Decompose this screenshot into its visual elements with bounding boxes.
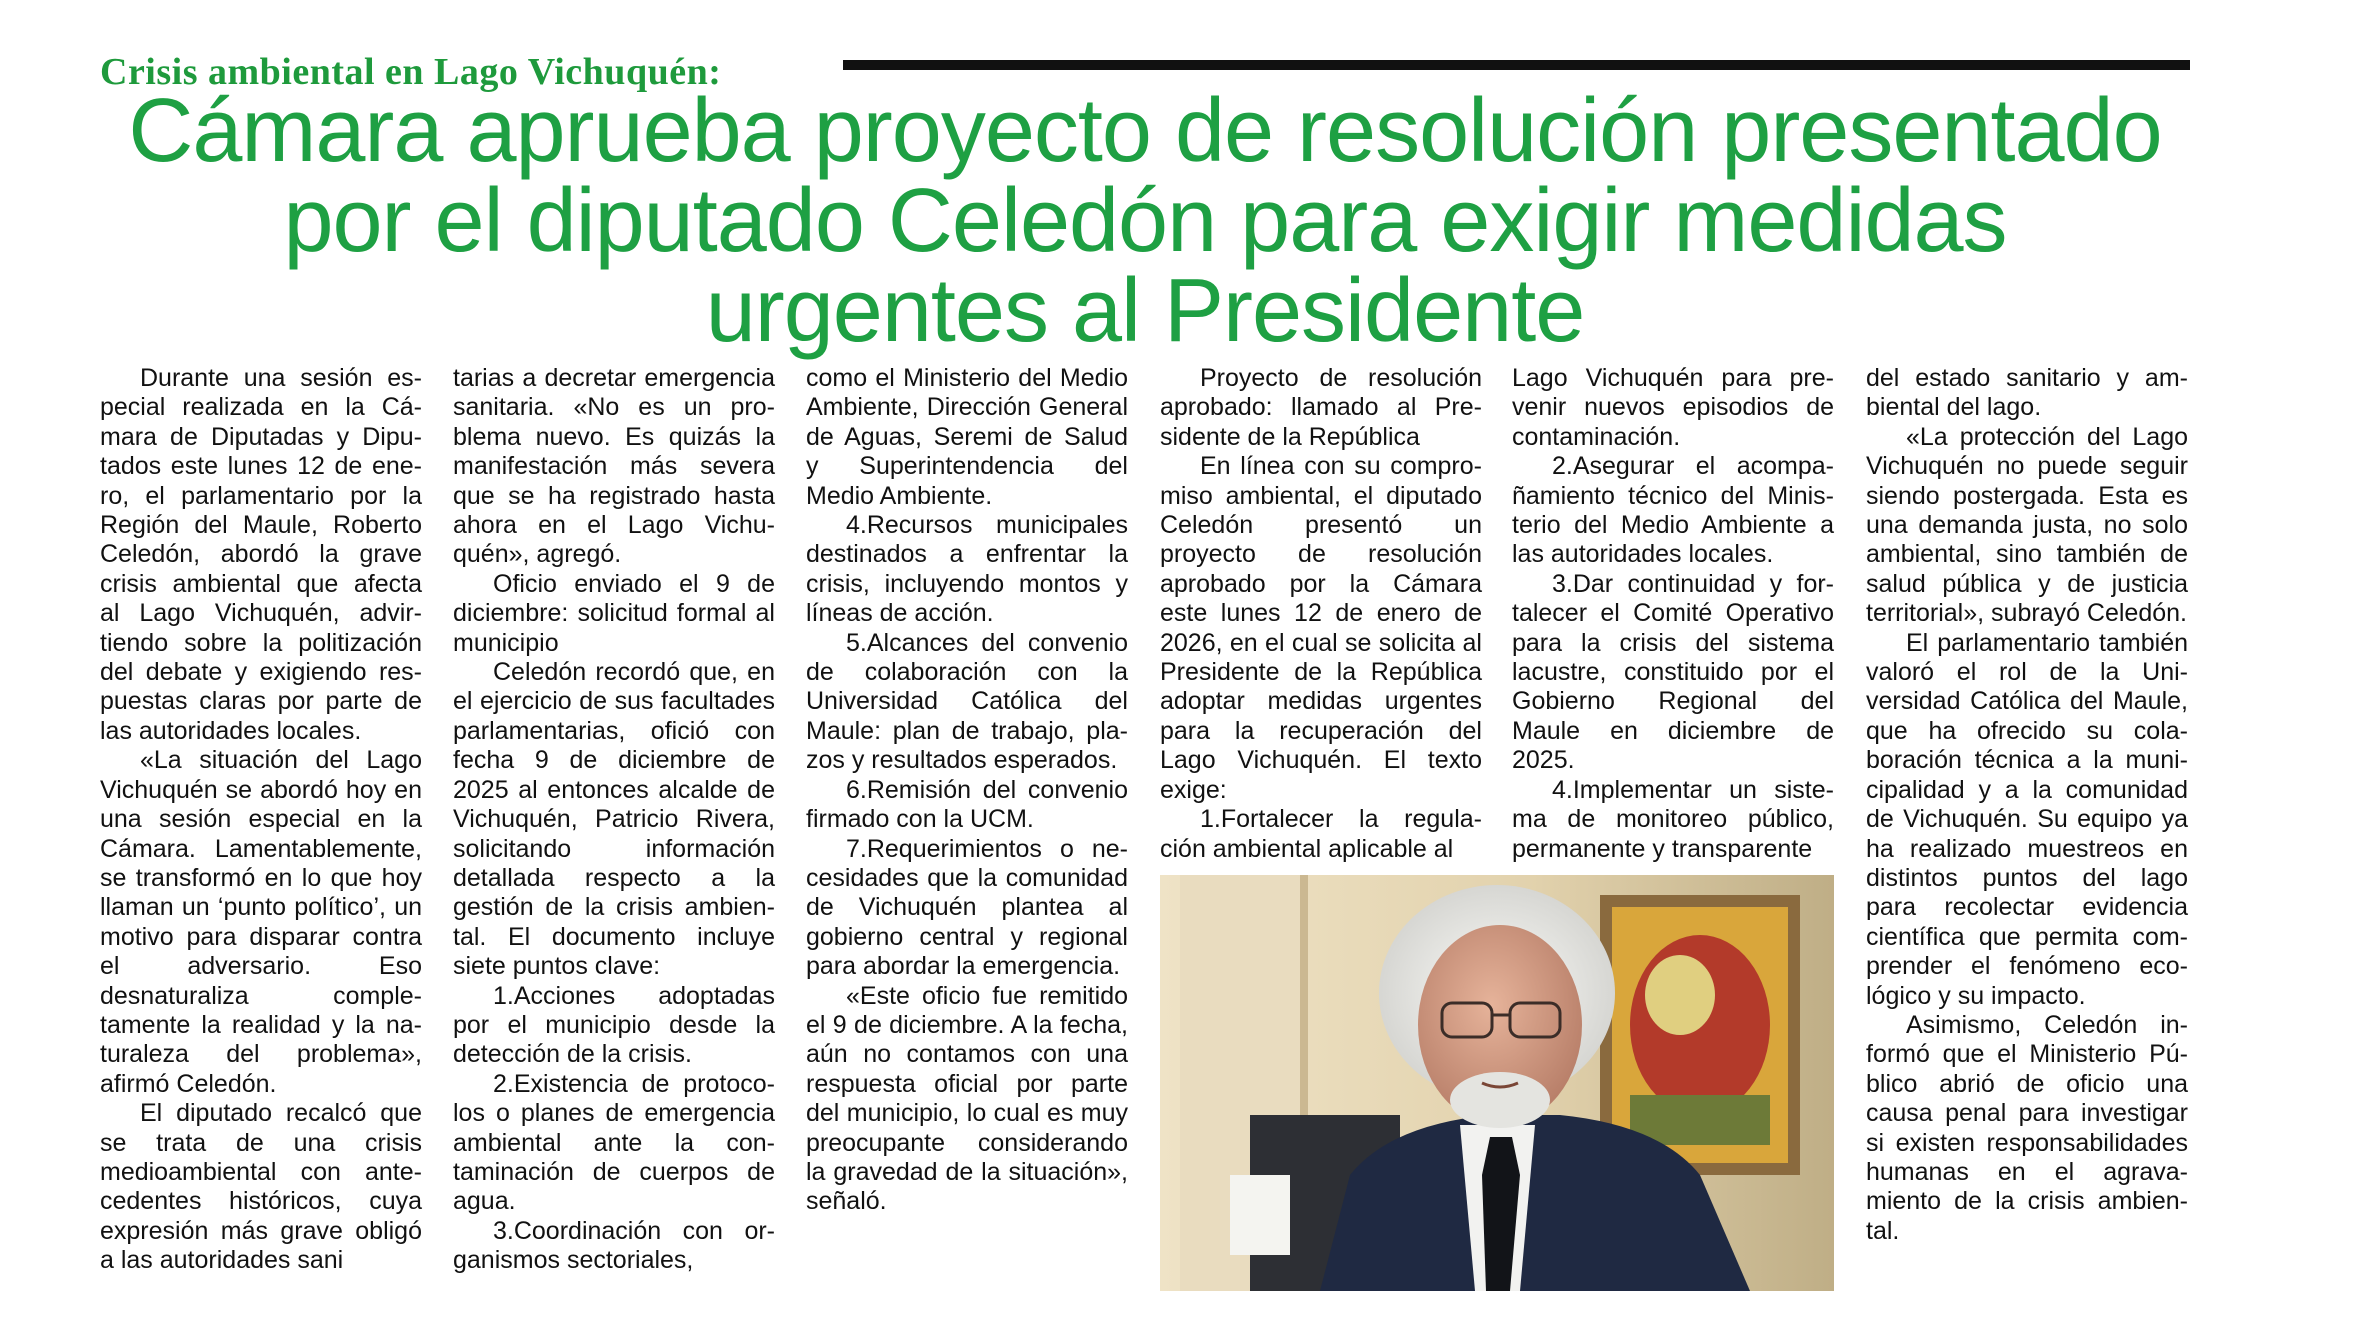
quote-paragraph: «La protección del Lago Vichuquén no puede seguir siendo postergada. Esta es una demanda justa, no solo ambiental, sino también de salud pública y de justicia territorial», subrayó Celedón. bbox=[1866, 422, 2188, 628]
card bbox=[1230, 1175, 1290, 1255]
paragraph: Celedón recordó que, en el ejercicio de sus facultades parlamentarias, ofició con fecha 9 de diciembre de 2025 al entonces alcalde de Vichuquén, Patricio Rivera, solicitando información detallada respecto a la gestión de la crisis ambiental. El documento incluye siete puntos clave: bbox=[453, 658, 775, 981]
paragraph: Asimismo, Celedón informó que el Ministerio Público abrió de oficio una causa penal para investigar si existen responsabilidades humanas en el agravamiento de la crisis ambiental. bbox=[1866, 1010, 2188, 1245]
article-column-4 bbox=[1160, 364, 1482, 864]
paragraph-continued: como el Ministerio del Medio Ambiente, Dirección General de Aguas, Seremi de Salud y Superintendencia del Medio Ambiente. bbox=[806, 364, 1128, 510]
article-column-6 bbox=[1866, 364, 2188, 1246]
list-item: 4.Recursos municipales destinados a enfrentar la crisis, incluyendo montos y líneas de acción. bbox=[806, 511, 1128, 628]
list-item: 7.Requerimientos o necesidades que la comunidad de Vichuquén plantea al gobierno central y regional para abordar la emergencia. bbox=[806, 834, 1128, 981]
portrait-photo bbox=[1160, 875, 1834, 1291]
list-item: 5.Alcances del convenio de colaboración con la Universidad Católica del Maule: plan de trabajo, plazos y resultados esperados. bbox=[806, 628, 1128, 775]
headline-line-3: urgentes al Presidente bbox=[705, 261, 1585, 361]
list-item: 3.Coordinación con organismos sectoriales, bbox=[453, 1216, 775, 1275]
subheading: Oficio enviado el 9 de diciembre: solicitud formal al municipio bbox=[453, 569, 775, 657]
list-item: 4.Implementar un sistema de monitoreo público, permanente y transparente bbox=[1512, 775, 1834, 863]
paragraph: El diputado recalcó que se trata de una crisis medioambiental con antecedentes históricos, cuya expresión más grave obligó a las autoridades sani bbox=[100, 1099, 422, 1275]
list-item: 1.Acciones adoptadas por el municipio desde la detección de la crisis. bbox=[453, 981, 775, 1069]
paragraph: Durante una sesión especial realizada en la Cámara de Diputadas y Diputados este lunes 12 de enero, el parlamentario por la Región del Maule, Roberto Celedón, abordó la grave crisis ambiental que afecta al Lago Vichuquén, advirtiendo sobre la politización del debate y exigiendo respuestas claras por parte de las autoridades locales. bbox=[100, 364, 422, 745]
paragraph: El parlamentario también valoró el rol de la Universidad Católica del Maule, que ha ofrecido su colaboración técnica a la municipalidad y a la comunidad de Vichuquén. Su equipo ya ha realizado muestreos en distintos puntos del lago para recolectar evidencia científica que permita comprender el fenómeno ecológico y su impacto. bbox=[1866, 628, 2188, 1010]
paragraph-continued: Lago Vichuquén para prevenir nuevos episodios de contaminación. bbox=[1512, 364, 1834, 451]
article-column-5 bbox=[1512, 364, 1834, 864]
list-item: 2.Existencia de protocolos o planes de emergencia ambiental ante la contaminación de cuerpos de agua. bbox=[453, 1069, 775, 1216]
headline-line-2: por el diputado Celedón para exigir medidas bbox=[283, 171, 2007, 271]
subheading: Proyecto de resolución aprobado: llamado al Presidente de la República bbox=[1160, 364, 1482, 451]
portrait-illustration bbox=[1160, 875, 1834, 1291]
list-item: 2.Asegurar el acompañamiento técnico del Ministerio del Medio Ambiente a las autoridades locales. bbox=[1512, 452, 1834, 569]
headline bbox=[100, 81, 2190, 361]
kicker-rule bbox=[843, 60, 2190, 70]
paragraph-continued: del estado sanitario y ambiental del lago. bbox=[1866, 364, 2188, 422]
article-column-1 bbox=[100, 364, 422, 1276]
section-kicker: Crisis ambiental en Lago Vichuquén: bbox=[100, 51, 722, 93]
beard bbox=[1450, 1072, 1550, 1128]
quote-paragraph: «Este oficio fue remitido el 9 de diciembre. A la fecha, aún no contamos con una respuesta oficial por parte del municipio, lo cual es muy preocupante considerando la gravedad de la situación», señaló. bbox=[806, 981, 1128, 1216]
headline-line-1: Cámara aprueba proyecto de resolución presentado bbox=[128, 81, 2162, 181]
paragraph-continued: tarias a decretar emergencia sanitaria. «No es un problema nuevo. Es quizás la manifestación más severa que se ha registrado hasta ahora en el Lago Vichuquén», agregó. bbox=[453, 364, 775, 569]
article-column-2 bbox=[453, 364, 775, 1276]
article-column-3 bbox=[806, 364, 1128, 1217]
paragraph: «La situación del Lago Vichuquén se abordó hoy en una sesión especial en la Cámara. Lamentablemente, se transformó en lo que hoy llaman un ‘punto político’, un motivo para disparar contra el adversario. Eso desnaturaliza completamente la realidad y la naturaleza del problema», afirmó Celedón. bbox=[100, 746, 422, 1098]
list-item: 1.Fortalecer la regulación ambiental aplicable al bbox=[1160, 805, 1482, 863]
list-item: 3.Dar continuidad y fortalecer el Comité Operativo para la crisis del sistema lacustre, constituido por el Gobierno Regional del Maule en diciembre de 2025. bbox=[1512, 569, 1834, 775]
paragraph: En línea con su compromiso ambiental, el diputado Celedón presentó un proyecto de resolución aprobado por la Cámara este lunes 12 de enero de 2026, en el cual se solicita al Presidente de la República adoptar medidas urgentes para la recuperación del Lago Vichuquén. El texto exige: bbox=[1160, 452, 1482, 804]
list-item: 6.Remisión del convenio firmado con la UCM. bbox=[806, 775, 1128, 834]
